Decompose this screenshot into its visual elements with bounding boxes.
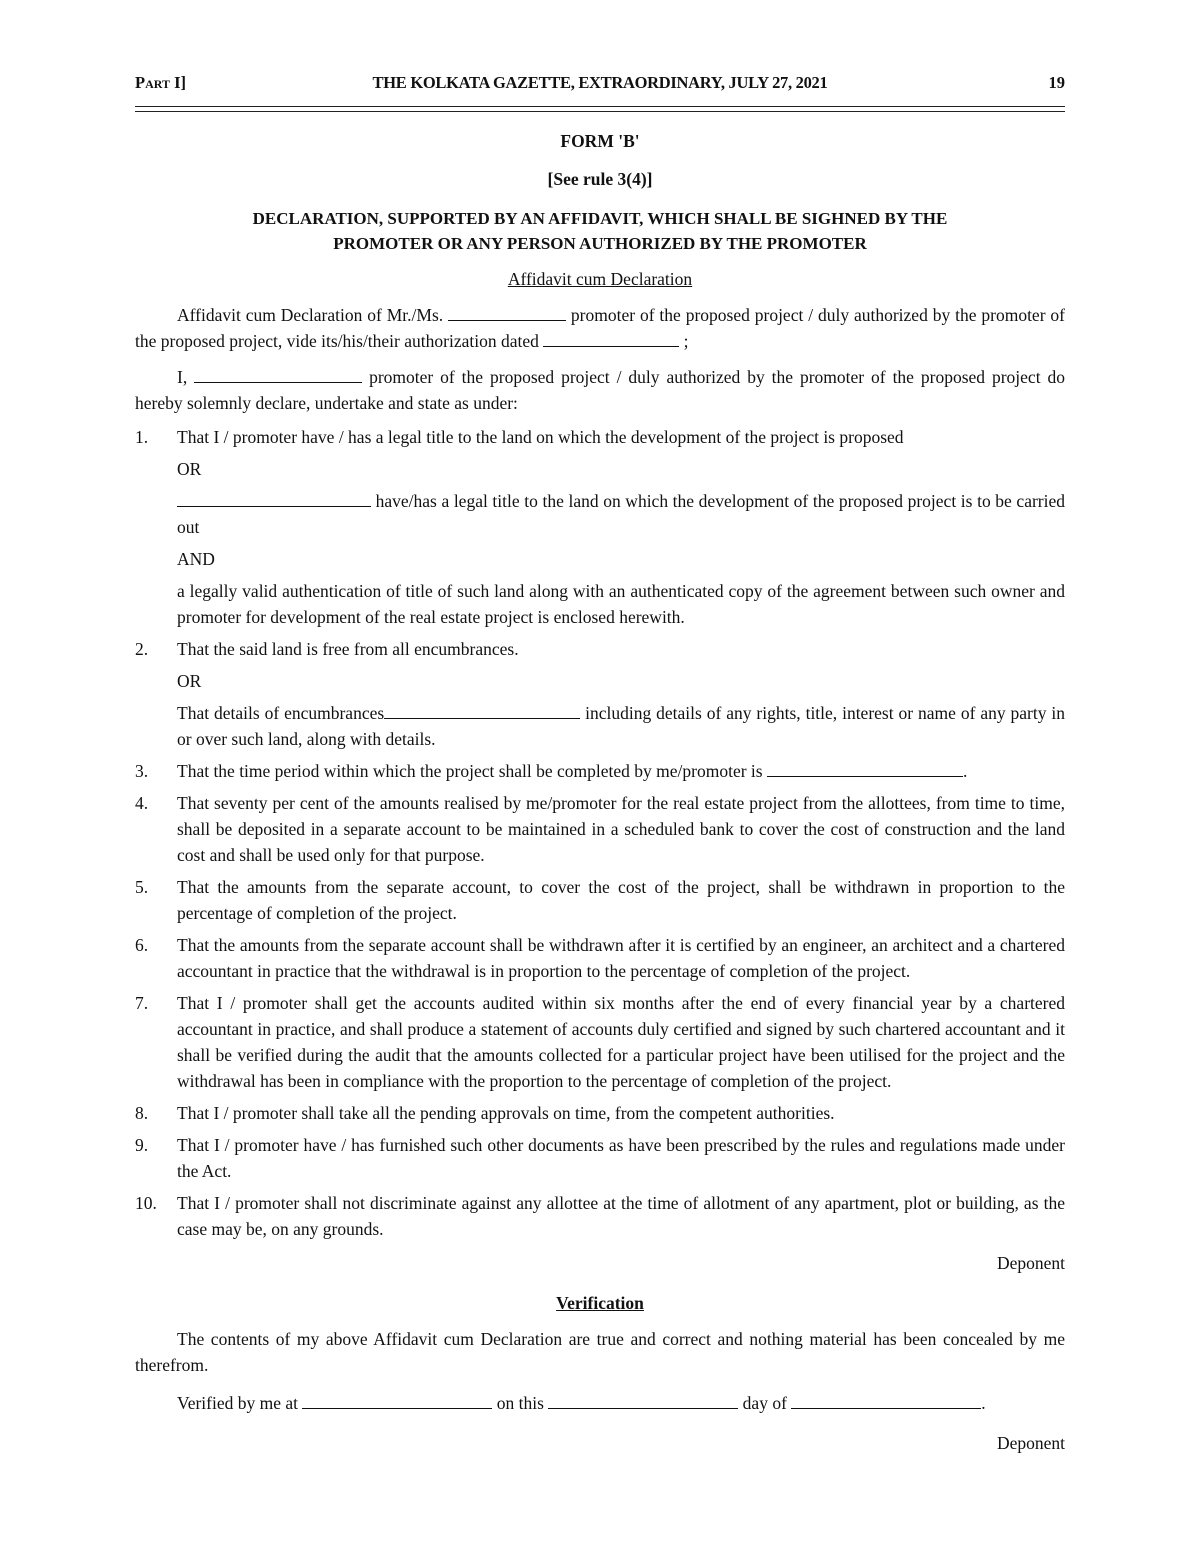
verified-at-label: Verified by me at: [177, 1393, 298, 1413]
deponent-label-2: Deponent: [996, 1433, 1065, 1453]
declaration-title: [135, 206, 1065, 256]
item-1-authentication: a legally valid authentication of title of such land along with an authenticated copy of the agreement between such owner and promoter for development of the real estate project is enclosed herewith.: [177, 581, 1065, 627]
deponent-label-1: Deponent: [996, 1253, 1065, 1273]
verification-line: [135, 1390, 1065, 1416]
item-text: That the amounts from the separate account shall be withdrawn after it is certified by an engineer, an architect and a chartered accountant in practice that the withdrawal is in proportion to the percentage of completion of the project.: [177, 935, 1065, 981]
title-holder-blank[interactable]: [177, 488, 371, 507]
verified-place-blank[interactable]: [302, 1390, 492, 1409]
intro-2-text-b: promoter of the proposed project / duly authorized by the promoter of the proposed project do hereby solemnly declare, undertake and state as under:: [135, 367, 1065, 413]
verified-month-blank[interactable]: [791, 1390, 981, 1409]
gazette-title: THE KOLKATA GAZETTE, EXTRAORDINARY, JULY 27, 2021: [372, 73, 828, 92]
declarant-name-blank[interactable]: [194, 364, 362, 383]
item-number: 3.: [135, 761, 149, 781]
list-item: [135, 1190, 1065, 1242]
and-label: AND: [177, 549, 215, 569]
list-item: [135, 790, 1065, 868]
day-of-label: day of: [742, 1393, 787, 1413]
or-label: OR: [177, 459, 202, 479]
part-label: Part I]: [135, 73, 187, 92]
item-2-alt-text-a: That details of encumbrances: [177, 703, 385, 723]
affidavit-title: Affidavit cum Declaration: [507, 269, 693, 289]
header-divider-bottom: [135, 111, 1065, 112]
item-number: 2.: [135, 639, 149, 659]
header-divider-top: [135, 106, 1065, 107]
authorization-date-blank[interactable]: [543, 328, 679, 347]
intro-paragraph-2: [135, 364, 1065, 416]
item-number: 7.: [135, 993, 149, 1013]
item-text: [177, 758, 1065, 784]
list-item: [135, 424, 1065, 630]
item-text: That I / promoter shall not discriminate against any allottee at the time of allotment of any apartment, plot or building, as the case may be, on any grounds.: [177, 1193, 1065, 1239]
intro-1-text-a: Affidavit cum Declaration of Mr./Ms.: [177, 305, 444, 325]
on-this-label: on this: [496, 1393, 544, 1413]
item-text: That seventy per cent of the amounts realised by me/promoter for the real estate project from the allottees, from time to time, shall be deposited in a separate account to be maintained in a scheduled bank to cover the cost of construction and the land cost and shall be used only for that purpose.: [177, 793, 1065, 865]
intro-paragraph-1: [135, 302, 1065, 354]
or-label: OR: [177, 671, 202, 691]
item-text: That I / promoter have / has furnished such other documents as have been prescribed by the rules and regulations made under the Act.: [177, 1135, 1065, 1181]
intro-2-text-a: I,: [177, 367, 188, 387]
verified-day-blank[interactable]: [548, 1390, 738, 1409]
declaration-title-line-1: DECLARATION, SUPPORTED BY AN AFFIDAVIT, WHICH SHALL BE SIGHNED BY THE: [252, 209, 948, 228]
declaration-title-line-2: PROMOTER OR ANY PERSON AUTHORIZED BY THE PROMOTER: [333, 234, 867, 253]
item-1-alternative: [177, 488, 1065, 540]
item-text: That I / promoter have / has a legal title to the land on which the development of the project is proposed: [177, 427, 904, 447]
item-2-alternative: [177, 700, 1065, 752]
item-number: 8.: [135, 1103, 149, 1123]
item-3-end: .: [962, 761, 968, 781]
item-number: 1.: [135, 427, 149, 447]
item-text: That the said land is free from all encumbrances.: [177, 639, 519, 659]
rule-reference: [See rule 3(4)]: [547, 169, 653, 189]
verification-title: Verification: [556, 1293, 644, 1313]
completion-period-blank[interactable]: [767, 758, 963, 777]
list-item: [135, 636, 1065, 752]
item-2-alt-text-b: including details of any rights, title, interest or name of any party in or over such land, along with details.: [177, 703, 1066, 749]
item-text: That I / promoter shall get the accounts audited within six months after the end of every financial year by a chartered accountant in practice, and shall produce a statement of accounts duly certified and signed by such chartered accountant and it shall be verified during the audit that the amounts collected for a particular project have been utilised for the project and the withdrawal has been in compliance with the proportion to the percentage of completion of the project.: [177, 993, 1065, 1091]
promoter-name-blank[interactable]: [448, 302, 566, 321]
item-number: 10.: [135, 1193, 157, 1213]
item-number: 4.: [135, 793, 149, 813]
item-text: That I / promoter shall take all the pending approvals on time, from the competent authorities.: [177, 1103, 835, 1123]
list-item: [135, 1100, 1065, 1126]
page-number: 19: [1048, 73, 1065, 92]
item-number: 6.: [135, 935, 149, 955]
list-item: [135, 874, 1065, 926]
item-number: 5.: [135, 877, 149, 897]
verification-statement: The contents of my above Affidavit cum Declaration are true and correct and nothing material has been concealed by me therefrom.: [135, 1329, 1065, 1375]
encumbrance-details-blank[interactable]: [384, 700, 580, 719]
item-text: That the amounts from the separate account, to cover the cost of the project, shall be withdrawn in proportion to the percentage of completion of the project.: [177, 877, 1065, 923]
list-item: [135, 932, 1065, 984]
list-item: [135, 758, 1065, 784]
verification-end: .: [981, 1393, 986, 1413]
declaration-list: [135, 424, 1065, 1242]
item-number: 9.: [135, 1135, 149, 1155]
intro-1-text-c: ;: [683, 331, 689, 351]
list-item: [135, 990, 1065, 1094]
item-3-text: That the time period within which the project shall be completed by me/promoter is: [177, 761, 763, 781]
item-1-alt-text: have/has a legal title to the land on which the development of the proposed project is to be carried out: [177, 491, 1065, 537]
list-item: [135, 1132, 1065, 1184]
form-title: FORM 'B': [560, 131, 640, 151]
form-content: [135, 128, 1065, 1456]
page-header: [135, 70, 1065, 96]
intro-1-text-b: promoter of the proposed project / duly authorized by the promoter of the proposed project, vide its/his/their authorization dated: [135, 305, 1065, 351]
